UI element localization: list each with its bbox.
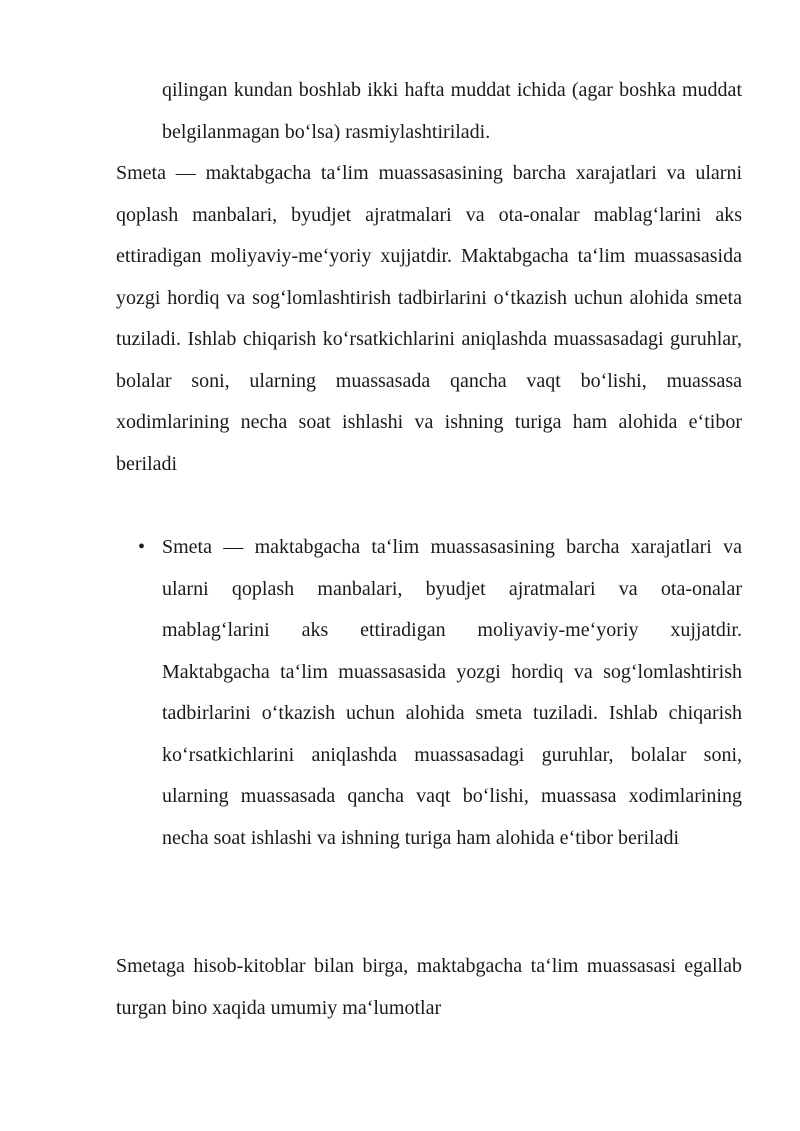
bullet-icon: • <box>138 536 146 558</box>
smetaga-paragraph: Smetaga hisob-kitoblar bilan birga, maktabgacha ta‘lim muassasasi egallab turgan bino xaqida umumiy ma‘lumotlar <box>116 955 742 1019</box>
continuation-paragraph: qilingan kundan boshlab ikki hafta muddat ichida (agar boshka muddat belgilanmagan bo‘lsa) rasmiylashtiriladi. <box>162 79 742 143</box>
smeta-paragraph: Smeta — maktabgacha ta‘lim muassasasining barcha xarajatlari va ularni qoplash manbalari, byudjet ajratmalari va ota-onalar mablag‘larini aks ettiradigan moliyaviy-me‘yoriy xujjatdir. Maktabgacha ta‘lim muassasasida yozgi hordiq va sog‘lomlashtirish tadbirlarini o‘tkazish uchun alohida smeta tuziladi. Ishlab chiqarish ko‘rsatkichlarini aniqlashda muassasadagi guruhlar, bolalar soni, ularning muassasada qancha vaqt bo‘lishi, muassasa xodimlarining necha soat ishlashi va ishning turiga ham alohida e‘tibor beriladi <box>116 162 742 475</box>
bullet-list-item: Smeta — maktabgacha ta‘lim muassasasining barcha xarajatlari va ularni qoplash manbalari, byudjet ajratmalari va ota-onalar mablag‘larini aks ettiradigan moliyaviy-me‘yoriy xujjatdir. Maktabgacha ta‘lim muassasasida yozgi hordiq va sog‘lomlashtirish tadbirlarini o‘tkazish uchun alohida smeta tuziladi. Ishlab chiqarish ko‘rsatkichlarini aniqlashda muassasadagi guruhlar, bolalar soni, ularning muassasada qancha vaqt bo‘lishi, muassasa xodimlarining necha soat ishlashi va ishning turiga ham alohida e‘tibor beriladi <box>162 536 742 849</box>
